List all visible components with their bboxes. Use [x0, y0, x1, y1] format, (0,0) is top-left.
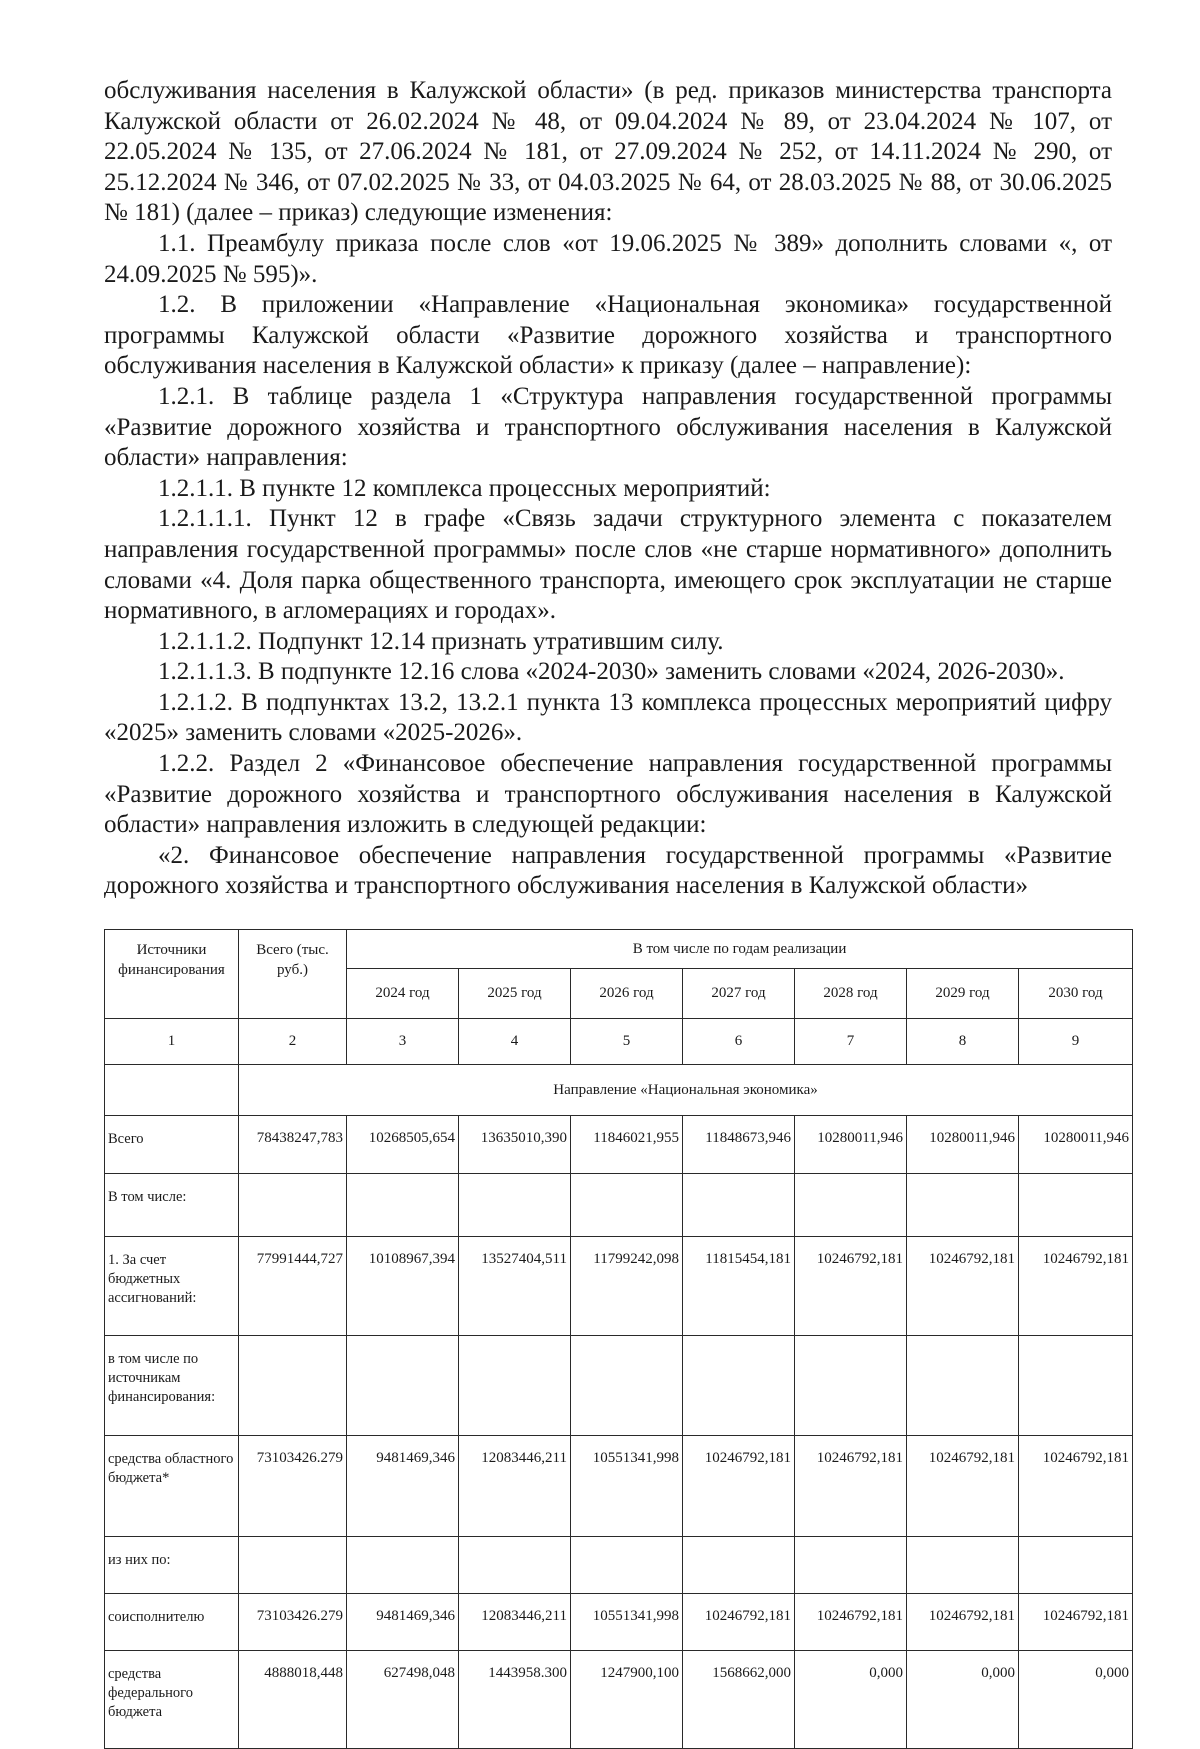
table-cell	[907, 1336, 1019, 1436]
table-cell: 10246792,181	[1019, 1594, 1133, 1651]
row-label: из них по:	[105, 1537, 239, 1594]
paragraph-amendments-intro: обслуживания населения в Калужской области» (в ред. приказов министерства транспорта Калужской области от 26.02.2024 № 48, от 09.04.2024 № 89, от 23.04.2024 № 107, от 22.05.2024 № 135, от 27.06.2024 № 181, от 27.09.2024 № 252, от 14.11.2024 № 290, от 25.12.2024 № 346, от 07.02.2025 № 33, от 04.03.2025 № 64, от 28.03.2025 № 88, от 30.06.2025 № 181) (далее – приказ) следующие изменения:	[104, 77, 1112, 227]
table-cell: 73103426.279	[239, 1436, 347, 1537]
table-row	[105, 1174, 1133, 1237]
table-cell	[907, 1174, 1019, 1237]
table-cell	[683, 1336, 795, 1436]
table-cell	[347, 1537, 459, 1594]
table-cell: 10246792,181	[795, 1237, 907, 1336]
table-cell: 10551341,998	[571, 1594, 683, 1651]
financing-table	[104, 929, 1133, 1749]
table-cell: 10280011,946	[907, 1116, 1019, 1174]
table-cell	[683, 1537, 795, 1594]
table-row	[105, 1651, 1133, 1749]
paragraph-1-2-1-1-3: 1.2.1.1.3. В подпункте 12.16 слова «2024-2030» заменить словами «2024, 2026-2030».	[158, 658, 1065, 686]
row-label: средства федерального бюджета	[105, 1651, 239, 1749]
table-cell: 10246792,181	[795, 1436, 907, 1537]
table-cell	[459, 1174, 571, 1237]
table-cell: 11848673,946	[683, 1116, 795, 1174]
table-cell	[239, 1537, 347, 1594]
paragraph-1-2-1-2: 1.2.1.2. В подпунктах 13.2, 13.2.1 пункта 13 комплекса процессных мероприятий цифру «2025» заменить словами «2025-2026».	[104, 688, 1112, 747]
table-cell: 0,000	[907, 1651, 1019, 1749]
table-cell	[795, 1336, 907, 1436]
table-cell	[239, 1336, 347, 1436]
table-cell: 10246792,181	[683, 1594, 795, 1651]
column-index: 9	[1019, 1019, 1133, 1065]
table-cell	[459, 1336, 571, 1436]
table-cell	[1019, 1174, 1133, 1237]
table-cell: 13635010,390	[459, 1116, 571, 1174]
table-cell: 12083446,211	[459, 1436, 571, 1537]
row-label: 1. За счет бюджетных ассигнований:	[105, 1237, 239, 1336]
table-cell	[571, 1336, 683, 1436]
table-cell: 10108967,394	[347, 1237, 459, 1336]
table-cell: 10268505,654	[347, 1116, 459, 1174]
header-year: 2025 год	[459, 969, 571, 1019]
table-cell	[1019, 1336, 1133, 1436]
table-cell: 9481469,346	[347, 1594, 459, 1651]
column-index-row	[105, 1019, 1133, 1065]
table-cell: 77991444,727	[239, 1237, 347, 1336]
paragraph-1-2-2: 1.2.2. Раздел 2 «Финансовое обеспечение направления государственной программы «Развитие дорожного хозяйства и транспортного обслуживания населения в Калужской области» направления изложить в следующей редакции:	[104, 750, 1112, 839]
paragraph-1-1: 1.1. Преамбулу приказа после слов «от 19.06.2025 № 389» дополнить словами «, от 24.09.2025 № 595)».	[104, 229, 1112, 288]
table-row	[105, 1537, 1133, 1594]
table-cell: 1443958.300	[459, 1651, 571, 1749]
header-year: 2028 год	[795, 969, 907, 1019]
column-index: 7	[795, 1019, 907, 1065]
table-cell: 4888018,448	[239, 1651, 347, 1749]
header-year: 2029 год	[907, 969, 1019, 1019]
row-label: средства областного бюджета*	[105, 1436, 239, 1537]
header-source: Источники финансирования	[105, 930, 239, 1019]
row-label: соисполнителю	[105, 1594, 239, 1651]
column-index: 3	[347, 1019, 459, 1065]
column-index: 2	[239, 1019, 347, 1065]
empty-cell	[105, 1065, 239, 1116]
table-cell: 10246792,181	[907, 1237, 1019, 1336]
table-cell: 12083446,211	[459, 1594, 571, 1651]
table-cell: 10246792,181	[683, 1436, 795, 1537]
table-cell	[907, 1537, 1019, 1594]
column-index: 6	[683, 1019, 795, 1065]
column-index: 5	[571, 1019, 683, 1065]
table-cell: 10246792,181	[795, 1594, 907, 1651]
header-years-group: В том числе по годам реализации	[347, 930, 1133, 969]
section-2-heading: «2. Финансовое обеспечение направления государственной программы «Развитие дорожного хозяйства и транспортного обслуживания населения в Калужской области»	[104, 841, 1112, 900]
table-cell: 73103426.279	[239, 1594, 347, 1651]
table-cell: 10246792,181	[1019, 1436, 1133, 1537]
table-cell: 1247900,100	[571, 1651, 683, 1749]
table-cell: 11799242,098	[571, 1237, 683, 1336]
table-cell: 78438247,783	[239, 1116, 347, 1174]
table-cell: 11846021,955	[571, 1116, 683, 1174]
row-label: В том числе:	[105, 1174, 239, 1237]
table-row	[105, 1237, 1133, 1336]
column-index: 4	[459, 1019, 571, 1065]
table-cell	[795, 1174, 907, 1237]
table-row	[105, 1116, 1133, 1174]
header-year: 2024 год	[347, 969, 459, 1019]
table-cell	[1019, 1537, 1133, 1594]
table-cell: 627498,048	[347, 1651, 459, 1749]
table-cell	[347, 1336, 459, 1436]
table-row	[105, 1336, 1133, 1436]
table-cell	[239, 1174, 347, 1237]
column-index: 1	[105, 1019, 239, 1065]
table-cell: 1568662,000	[683, 1651, 795, 1749]
table-cell	[347, 1174, 459, 1237]
table-cell: 10551341,998	[571, 1436, 683, 1537]
paragraph-1-2-1-1-1: 1.2.1.1.1. Пункт 12 в графе «Связь задачи структурного элемента с показателем направления государственной программы» после слов «не старше нормативного» дополнить словами «4. Доля парка общественного транспорта, имеющего срок эксплуатации не старше нормативного, в агломерациях и городах».	[104, 505, 1112, 625]
document-body-text	[104, 76, 1112, 902]
table-cell: 10246792,181	[907, 1436, 1019, 1537]
table-cell: 11815454,181	[683, 1237, 795, 1336]
table-cell	[795, 1537, 907, 1594]
row-label: Всего	[105, 1116, 239, 1174]
paragraph-1-2-1-1: 1.2.1.1. В пункте 12 комплекса процессных мероприятий:	[158, 474, 771, 502]
header-total: Всего (тыс. руб.)	[239, 930, 347, 1019]
table-cell: 0,000	[1019, 1651, 1133, 1749]
table-cell: 13527404,511	[459, 1237, 571, 1336]
header-year: 2026 год	[571, 969, 683, 1019]
table-cell: 0,000	[795, 1651, 907, 1749]
table-cell: 10246792,181	[907, 1594, 1019, 1651]
table-row	[105, 1436, 1133, 1537]
direction-title: Направление «Национальная экономика»	[239, 1065, 1133, 1116]
column-index: 8	[907, 1019, 1019, 1065]
table-cell	[683, 1174, 795, 1237]
paragraph-1-2-1-1-2: 1.2.1.1.2. Подпункт 12.14 признать утратившим силу.	[158, 627, 724, 655]
table-cell: 9481469,346	[347, 1436, 459, 1537]
table-cell: 10280011,946	[795, 1116, 907, 1174]
table-cell	[571, 1537, 683, 1594]
row-label: в том числе по источникам финансирования:	[105, 1336, 239, 1436]
table-cell: 10246792,181	[1019, 1237, 1133, 1336]
paragraph-1-2: 1.2. В приложении «Направление «Национальная экономика» государственной программы Калужской области «Развитие дорожного хозяйства и транспортного обслуживания населения в Калужской области» к приказу (далее – направление):	[104, 291, 1112, 380]
table-cell	[571, 1174, 683, 1237]
table-cell: 10280011,946	[1019, 1116, 1133, 1174]
header-year: 2027 год	[683, 969, 795, 1019]
paragraph-1-2-1: 1.2.1. В таблице раздела 1 «Структура направления государственной программы «Развитие дорожного хозяйства и транспортного обслуживания населения в Калужской области» направления:	[104, 382, 1112, 472]
table-cell	[459, 1537, 571, 1594]
table-row	[105, 1594, 1133, 1651]
header-year: 2030 год	[1019, 969, 1133, 1019]
